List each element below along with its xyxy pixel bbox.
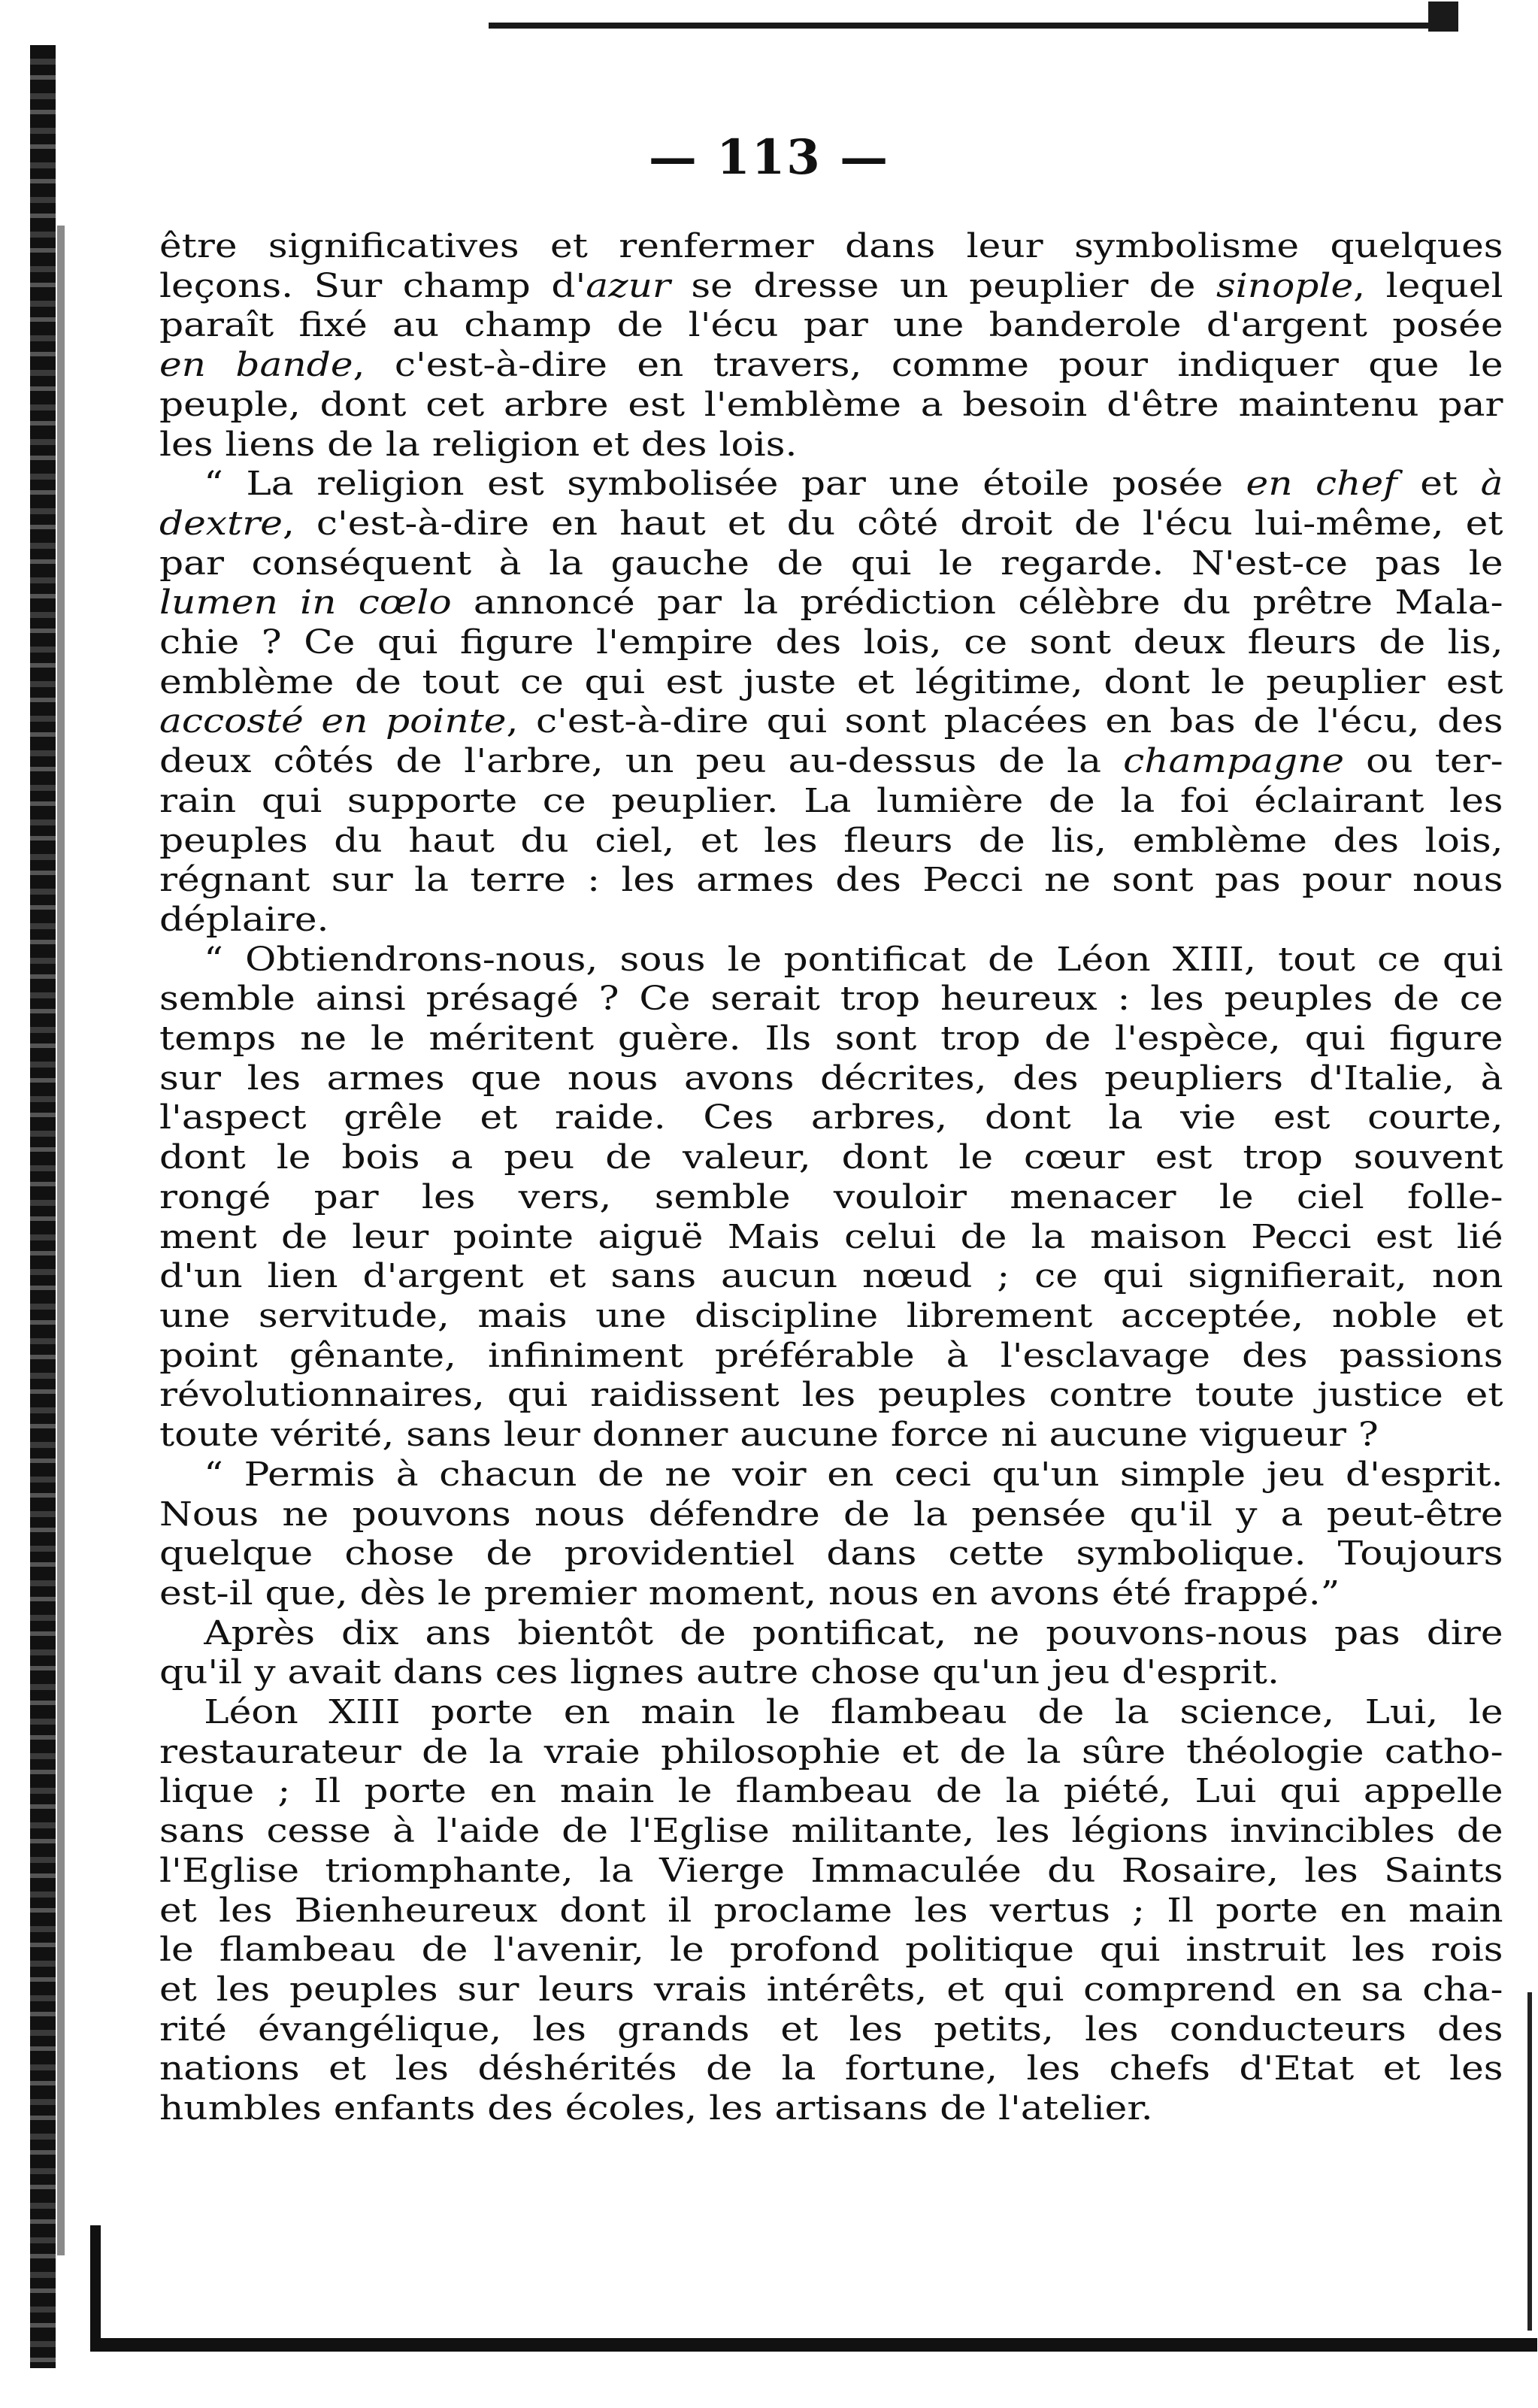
text-segment: annoncé par la prédiction célèbre du prêtre Mala- — [451, 583, 1503, 622]
text-segment: “ La religion est symbolisée par une étoile posée — [204, 465, 1246, 504]
text-segment: leçons. Sur champ d' — [159, 266, 586, 305]
text-line: le flambeau de l'avenir, le profond politique qui instruit les rois — [159, 1931, 1503, 1970]
text-segment: , c'est-à-dire en travers, comme pour indiquer que le — [353, 346, 1503, 385]
scan-bottom-border — [90, 2338, 1537, 2352]
text-line: restaurateur de la vraie philosophie et de la sûre théologie catho- — [159, 1732, 1503, 1771]
scan-corner-mark — [1428, 2, 1458, 32]
text-segment: et — [1397, 465, 1481, 504]
text-line: révolutionnaires, qui raidissent les peuples contre toute justice et — [159, 1376, 1503, 1415]
text-line: nations et les déshérités de la fortune, les chefs d'Etat et les — [159, 2049, 1503, 2088]
scan-binding-edge — [30, 45, 56, 2368]
text-line — [159, 267, 1503, 307]
scan-binding-shadow — [57, 226, 65, 2255]
text-segment: , lequel — [1353, 266, 1503, 305]
text-line: rité évangélique, les grands et les petits, les conducteurs des — [159, 2010, 1503, 2049]
text-segment: se dresse un peuplier de — [670, 266, 1217, 305]
italic-term: champagne — [1123, 742, 1345, 781]
scan-top-border — [489, 23, 1451, 29]
text-line: les liens de la religion et des lois. — [159, 425, 798, 464]
text-line: et les Bienheureux dont il proclame les vertus ; Il porte en main — [159, 1891, 1503, 1930]
text-line — [159, 465, 1503, 504]
text-segment: ou ter- — [1344, 742, 1503, 781]
text-line: dont le bois a peu de valeur, dont le cœur est trop souvent — [159, 1138, 1503, 1177]
italic-term: en bande — [159, 346, 353, 385]
text-line: et les peuples sur leurs vrais intérêts, et qui comprend en sa cha- — [159, 1970, 1503, 2009]
text-line: être significatives et renfermer dans leur symbolisme quelques — [159, 227, 1503, 265]
text-line: rain qui supporte ce peuplier. La lumière de la foi éclairant les — [159, 781, 1503, 820]
text-line: rongé par les vers, semble vouloir menacer le ciel folle- — [159, 1177, 1503, 1216]
italic-term: accosté en pointe — [159, 702, 507, 741]
text-line: qu'il y avait dans ces lignes autre chose qu'un jeu d'esprit. — [159, 1653, 1279, 1692]
italic-term: azur — [586, 266, 671, 305]
text-line: paraît fixé au champ de l'écu par une banderole d'argent posée — [159, 306, 1503, 345]
text-line: est-il que, dès le premier moment, nous en avons été frappé.” — [159, 1574, 1340, 1613]
text-line: Léon XIII porte en main le flambeau de la science, Lui, le — [204, 1693, 1503, 1732]
text-line — [159, 583, 1503, 623]
text-line: temps ne le méritent guère. Ils sont trop de l'espèce, qui figure — [159, 1019, 1503, 1059]
text-line — [159, 742, 1503, 782]
italic-term: à — [1480, 465, 1503, 504]
text-line: régnant sur la terre : les armes des Pecci ne sont pas pour nous — [159, 861, 1503, 900]
text-line: Nous ne pouvons nous défendre de la pensée qu'il y a peut-être — [159, 1495, 1503, 1534]
text-line: semble ainsi présagé ? Ce serait trop heureux : les peuples de ce — [159, 980, 1503, 1019]
text-line: l'aspect grêle et raide. Ces arbres, dont la vie est courte, — [159, 1098, 1503, 1137]
page-number: — 113 — — [648, 129, 890, 186]
italic-term: dextre — [159, 504, 283, 543]
text-line: emblème de tout ce qui est juste et légitime, dont le peuplier est — [159, 662, 1503, 701]
text-line: par conséquent à la gauche de qui le regarde. N'est-ce pas le — [159, 544, 1503, 583]
text-line — [159, 702, 1503, 742]
text-line: point gênante, infiniment préférable à l'esclavage des passions — [159, 1336, 1503, 1375]
text-line: humbles enfants des écoles, les artisans de l'atelier. — [159, 2089, 1153, 2128]
body-text — [159, 227, 1503, 2129]
text-line: chie ? Ce qui figure l'empire des lois, ce sont deux fleurs de lis, — [159, 623, 1503, 662]
text-line: ment de leur pointe aiguë Mais celui de la maison Pecci est lié — [159, 1217, 1503, 1256]
italic-term: lumen in cœlo — [159, 583, 452, 622]
text-line: “ Permis à chacun de ne voir en ceci qu'un simple jeu d'esprit. — [204, 1455, 1503, 1494]
text-line: toute vérité, sans leur donner aucune force ni aucune vigueur ? — [159, 1416, 1379, 1455]
text-line: Après dix ans bientôt de pontificat, ne pouvons-nous pas dire — [204, 1613, 1503, 1652]
text-line: l'Eglise triomphante, la Vierge Immaculée du Rosaire, les Saints — [159, 1851, 1503, 1890]
scan-right-edge — [1527, 1992, 1532, 2331]
text-segment: , c'est-à-dire qui sont placées en bas de l'écu, des — [506, 702, 1503, 741]
text-line: quelque chose de providentiel dans cette symbolique. Toujours — [159, 1534, 1503, 1574]
text-line: déplaire. — [159, 900, 329, 939]
text-line: peuple, dont cet arbre est l'emblème a besoin d'être maintenu par — [159, 385, 1503, 424]
scan-bottom-corner — [90, 2225, 101, 2346]
text-line: une servitude, mais une discipline librement acceptée, noble et — [159, 1296, 1503, 1335]
text-line: d'un lien d'argent et sans aucun nœud ; ce qui signifierait, non — [159, 1257, 1503, 1296]
text-segment: , c'est-à-dire en haut et du côté droit de l'écu lui-même, et — [282, 504, 1503, 543]
italic-term: sinople — [1216, 266, 1354, 305]
text-line — [159, 346, 1503, 386]
text-line — [159, 504, 1503, 544]
text-line: sur les armes que nous avons décrites, des peupliers d'Italie, à — [159, 1059, 1503, 1098]
text-line: “ Obtiendrons-nous, sous le pontificat de Léon XIII, tout ce qui — [204, 940, 1503, 979]
text-line: peuples du haut du ciel, et les fleurs de lis, emblème des lois, — [159, 821, 1503, 860]
italic-term: en chef — [1246, 465, 1397, 504]
text-line: sans cesse à l'aide de l'Eglise militante, les légions invincibles de — [159, 1812, 1503, 1851]
text-line: lique ; Il porte en main le flambeau de la piété, Lui qui appelle — [159, 1772, 1503, 1811]
text-segment: deux côtés de l'arbre, un peu au-dessus de la — [159, 742, 1124, 781]
